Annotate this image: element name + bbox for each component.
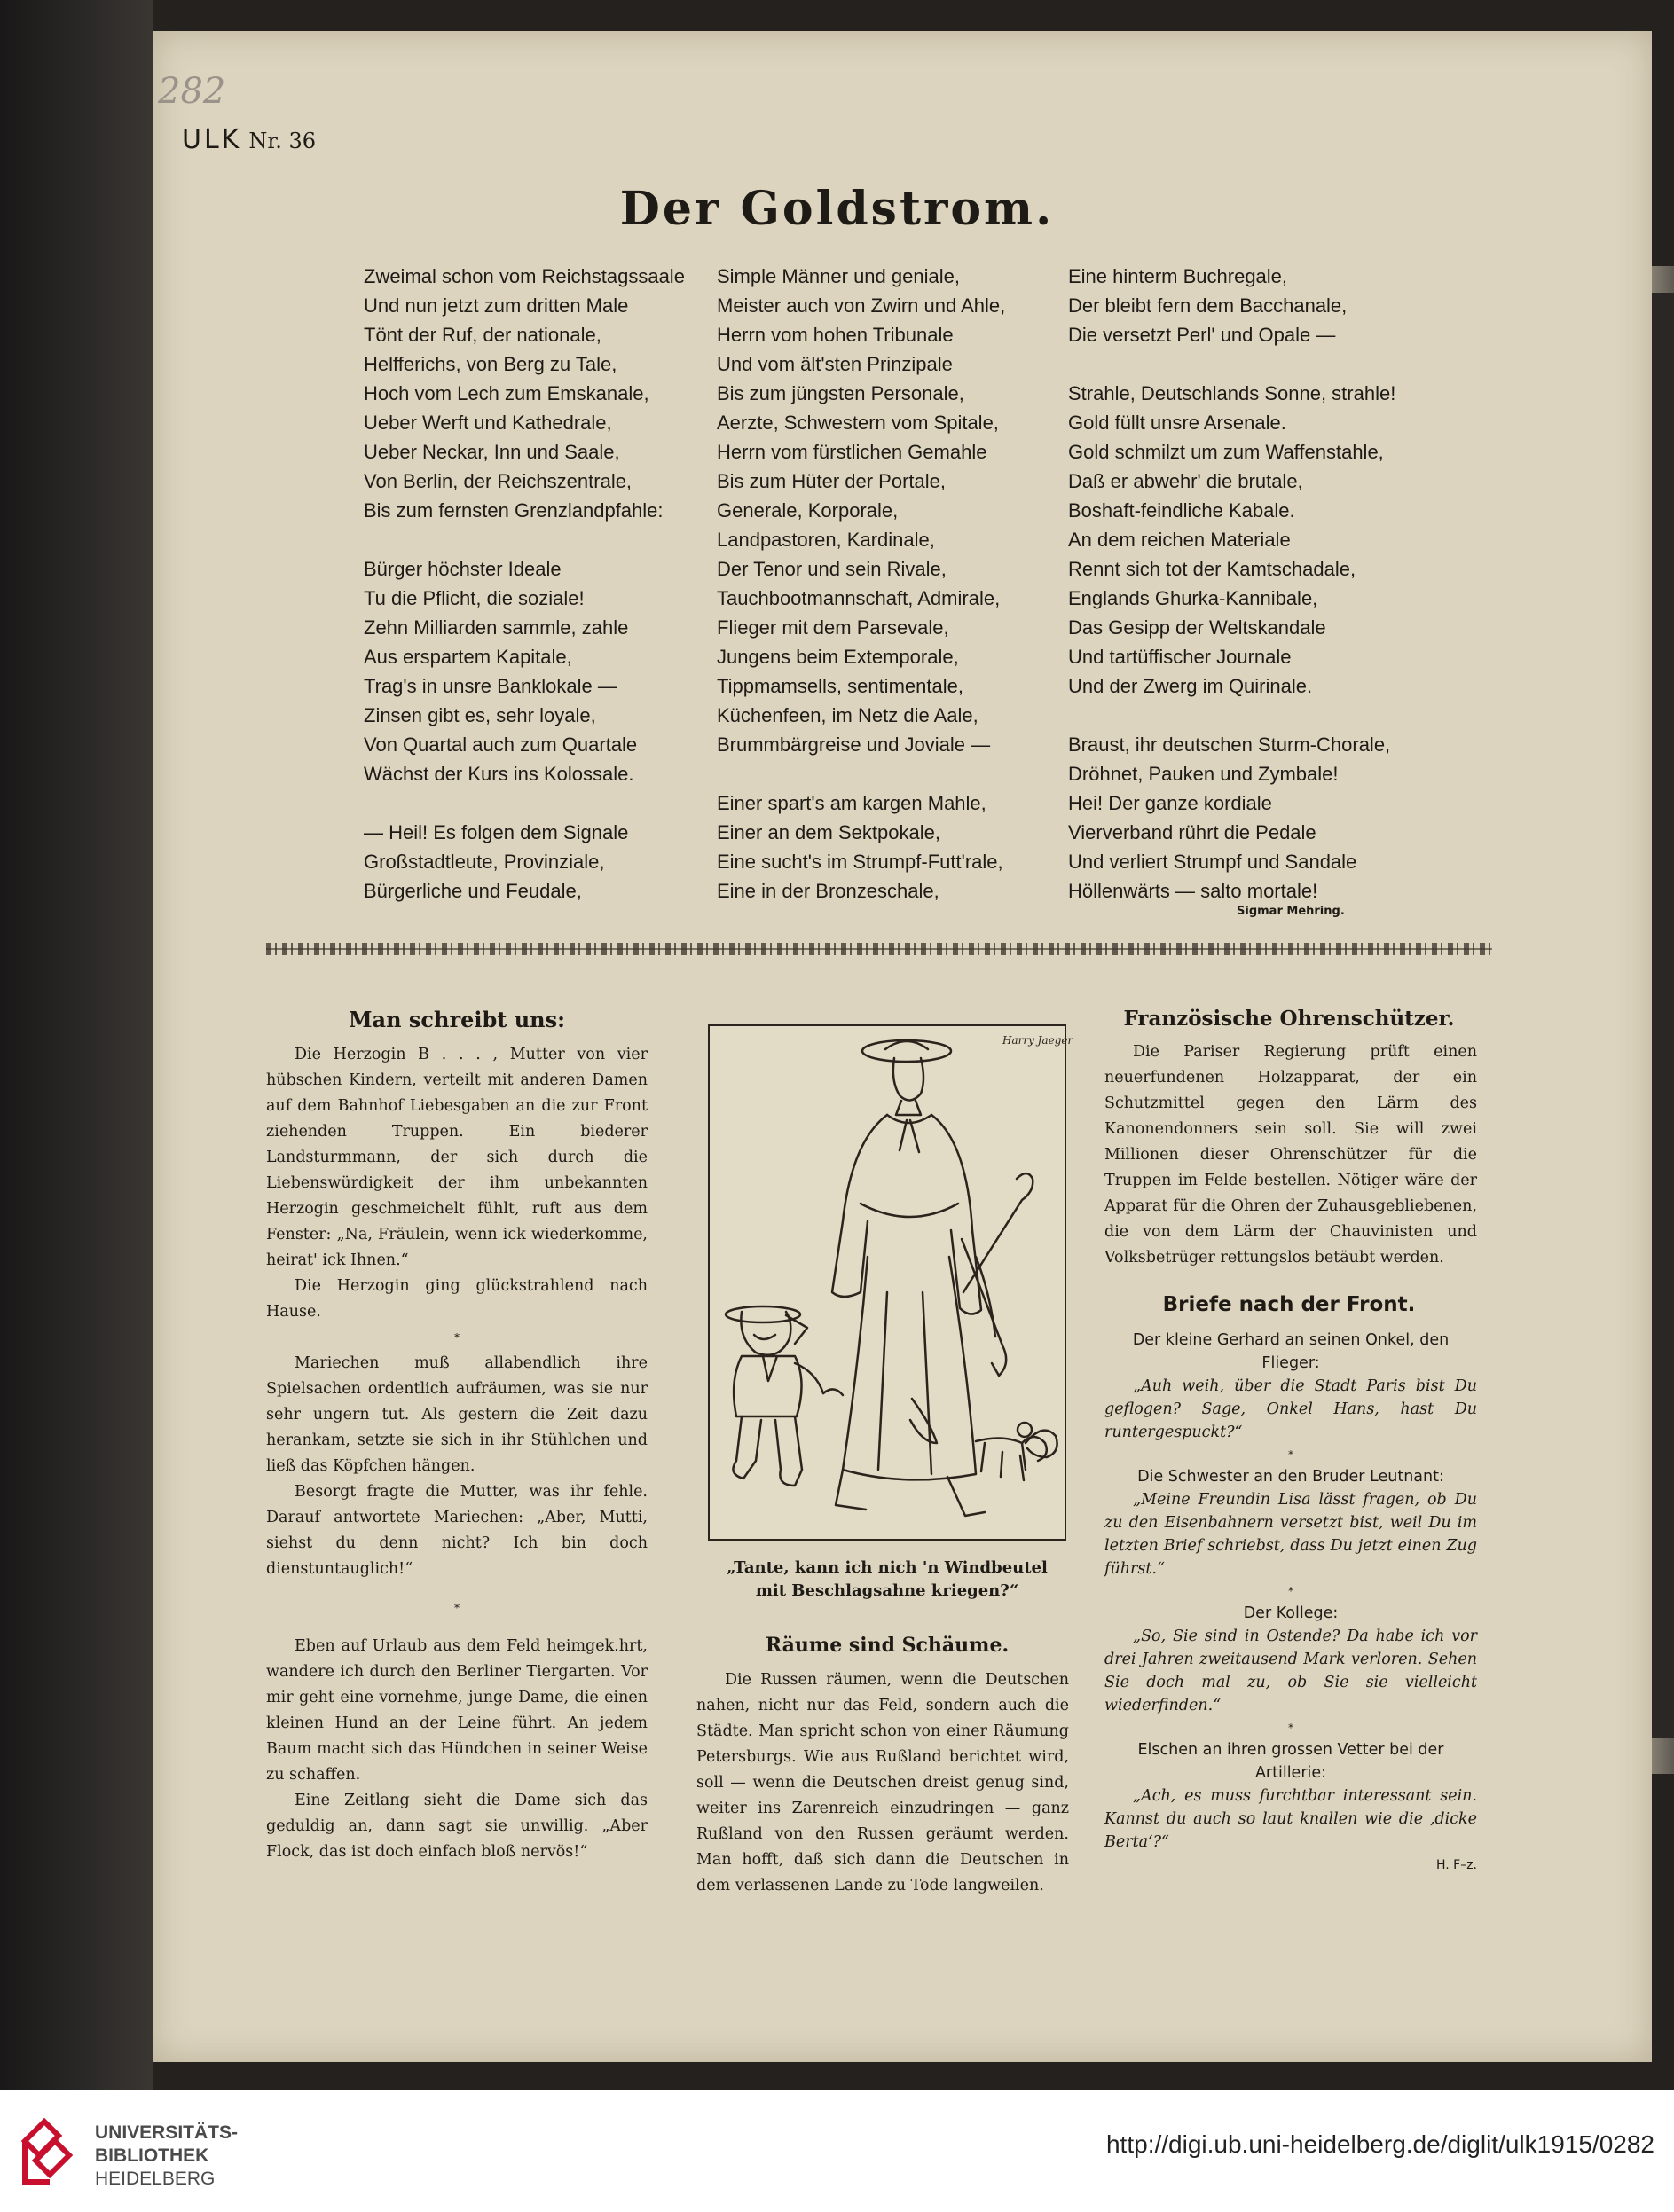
poem-line: Einer spart's am kargen Mahle, (717, 792, 986, 814)
poem-line: Herrn vom hohen Tribunale (717, 324, 954, 346)
poem-line: Vierverband rührt die Pedale (1068, 821, 1316, 843)
poem-line: Großstadtleute, Provinziale, (364, 851, 605, 873)
poem-line: Helfferichs, von Berg zu Tale, (364, 353, 617, 375)
poem-line: Brummbärgreise und Joviale — (717, 733, 991, 756)
poem-line (717, 759, 1005, 788)
poem-line: Eine sucht's im Strumpf-Futt'rale, (717, 851, 1003, 873)
permalink-url[interactable]: http://digi.ub.uni-heidelberg.de/diglit/ulk1915/0282 (1105, 2130, 1654, 2158)
left-paragraph: Eben auf Urlaub aus dem Feld heimgek.hrt, wandere ich durch den Berliner Tiergarten. Vor mir geht eine vornehme, junge Dame, die einen kleinen Hund an der Leine führt. An jedem Baum macht sich das Hündchen in seiner Weise zu schaffen. (266, 1637, 648, 1784)
poem-line: Tönt der Ruf, der nationale, (364, 324, 601, 346)
poem-line: Aus erspartem Kapitale, (364, 646, 572, 668)
poem-line: Meister auch von Zwirn und Ahle, (717, 294, 1006, 317)
poem-line: Der Tenor und sein Rivale, (717, 558, 947, 580)
left-article-body (266, 1042, 648, 1865)
right-article-heading: Französische Ohrenschützer. (1123, 1007, 1455, 1031)
poem-line: Bis zum jüngsten Personale, (717, 382, 964, 404)
separator-asterisk: * (1288, 1448, 1293, 1461)
poem-line: Herrn vom fürstlichen Gemahle (717, 441, 987, 463)
poem-line: Und tartüffischer Journale (1068, 646, 1292, 668)
cartoon-drawing (710, 1026, 1073, 1539)
poem-line: Braust, ihr deutschen Sturm-Chorale, (1068, 733, 1391, 756)
left-paragraph: Mariechen muß allabendlich ihre Spielsachen ordentlich aufräumen, was sie nur sehr ungern tut. Als gestern die Zeit dazu herankam, setzte sie sich in ihr Stühlchen und ließ das Köpfchen hängen. (266, 1354, 648, 1475)
poem-line: Küchenfeen, im Netz die Aale, (717, 704, 978, 726)
separator-asterisk: * (454, 1331, 460, 1344)
poem-line: Zinsen gibt es, sehr loyale, (364, 704, 596, 726)
separator-asterisk: * (1288, 1722, 1293, 1734)
poem-column-3 (1068, 262, 1395, 906)
poem-line: Strahle, Deutschlands Sonne, strahle! (1068, 382, 1396, 404)
poem-line: Daß er abwehr' die brutale, (1068, 470, 1303, 492)
poem-column-1 (364, 262, 685, 906)
caption-line: „Tante, kann ich nich 'n Windbeutel (727, 1558, 1048, 1577)
right-paragraph: Die Pariser Regierung prüft einen neuerfundenen Holzapparat, der ein Schutzmittel gegen den Lärm des Kanonendonners sein soll. Sie will zwei Millionen dieser Ohrenschützer für die Truppen im Felde bestellen. Nötiger wäre der Apparat für die Ohren der Zuhausgebliebenen, die von dem Lärm der Chauvinisten und Volksbetrüger rettungslos betäubt werden. (1104, 1043, 1477, 1267)
poem-line: Ueber Neckar, Inn und Saale, (364, 441, 620, 463)
letter-intro: Der Kollege: (1243, 1604, 1339, 1622)
poem-line: Wächst der Kurs ins Kolossale. (364, 763, 634, 785)
letter-quote: „Auh weih, über die Stadt Paris bist Du geflogen? Sage, Onkel Hans, hast Du runtergespuckt?“ (1104, 1377, 1477, 1441)
poem-line: Rennt sich tot der Kamtschadale, (1068, 558, 1356, 580)
poem-line (1068, 701, 1395, 730)
left-paragraph: Besorgt fragte die Mutter, was ihr fehle. Darauf antwortete Mariechen: „Aber, Mutti, siehst du denn nicht? Ich bin doch dienstuntauglich!“ (266, 1483, 648, 1578)
left-paragraph: Die Herzogin B . . . , Mutter von vier hübschen Kindern, verteilt mit anderen Damen auf dem Bahnhof Liebesgaben an die zur Front ziehenden Truppen. Ein biederer Landsturmmann, der sich durch die Liebenswürdigkeit der ihm unbekannten Herzogin geschmeichelt fühlt, ruft aus dem Fenster: „Na, Fräulein, wenn ick wiederkomme, heirat' ick Ihnen.“ (266, 1046, 648, 1269)
cartoon-illustration (708, 1024, 1073, 1541)
poem-line: Bis zum fernsten Grenzlandpfahle: (364, 499, 664, 522)
poem-line: Hoch vom Lech zum Emskanale, (364, 382, 649, 404)
caption-line: mit Beschlagsahne kriegen?“ (755, 1581, 1019, 1600)
artist-signature: Harry Jaeger (1002, 1034, 1073, 1047)
middle-paragraph: Die Russen räumen, wenn die Deutschen nahen, nicht nur das Feld, sondern auch die Städte. Man spricht schon von einer Räumung Petersburgs. Wie aus Rußland berichtet wird, soll — wenn die Deutschen dreist genug sind, weiter ins Zarenreich einzudringen — ganz Rußland von den Russen geräumt werden. Man hofft, daß sich dann die Deutschen in dem verlassenen Lande zu Tode langweilen. (696, 1671, 1069, 1894)
poem-line: Jungens beim Extemporale, (717, 646, 959, 668)
poem-line: Generale, Korporale, (717, 499, 899, 522)
poem-line: Aerzte, Schwestern vom Spitale, (717, 412, 999, 434)
letters-heading: Briefe nach der Front. (1162, 1293, 1416, 1316)
poem-line: Dröhnet, Pauken und Zymbale! (1068, 763, 1339, 785)
poem-line (364, 788, 685, 818)
poem-line: Englands Ghurka-Kannibale, (1068, 587, 1318, 609)
poem-line: Trag's in unsre Banklokale — (364, 675, 617, 697)
poem-line: Die versetzt Perl' und Opale — (1068, 324, 1336, 346)
poem-line: Eine in der Bronzeschale, (717, 880, 939, 902)
letter-intro: Die Schwester an den Bruder Leutnant: (1137, 1468, 1444, 1486)
letter-intro: Elschen an ihren grossen Vetter bei der Artillerie: (1137, 1741, 1444, 1782)
poem-line: Tu die Pflicht, die soziale! (364, 587, 585, 609)
poem-line: Gold füllt unsre Arsenale. (1068, 412, 1286, 434)
left-paragraph: Eine Zeitlang sieht die Dame sich das geduldig an, dann sagt sie unwillig. „Aber Flock, das ist doch einfach bloß nervös!“ (266, 1792, 648, 1861)
letter-intro: Der kleine Gerhard an seinen Onkel, den Flieger: (1132, 1331, 1450, 1372)
logo-line: UNIVERSITÄTS- (95, 2122, 239, 2143)
poem-line: — Heil! Es folgen dem Signale (364, 821, 629, 843)
letters-body (1104, 1329, 1477, 1877)
poem-line: Und nun jetzt zum dritten Male (364, 294, 629, 317)
cartoon-caption (692, 1557, 1082, 1603)
poem-line: Bis zum Hüter der Portale, (717, 470, 946, 492)
divider-rule (266, 948, 1492, 950)
poem-line: Das Gesipp der Weltskandale (1068, 616, 1326, 639)
poem-line: Bürgerliche und Feudale, (364, 880, 582, 902)
logo-line: HEIDELBERG (95, 2169, 216, 2189)
letters-signature: H. F–z. (1435, 1858, 1477, 1872)
left-article-heading: Man schreibt uns: (348, 1007, 566, 1032)
poem-line: Der bleibt fern dem Bacchanale, (1068, 294, 1348, 317)
separator-asterisk: * (454, 1602, 460, 1614)
letter-quote: „Ach, es muss furchtbar interessant sein. Kannst du auch so laut knallen wie die ‚dicke Berta‘?“ (1104, 1787, 1477, 1851)
poem-line: Ueber Werft und Kathedrale, (364, 412, 612, 434)
poem-line: Zweimal schon vom Reichstagssaale (364, 265, 685, 287)
poem-column-2 (717, 262, 1005, 906)
poem-line: Eine hinterm Buchregale, (1068, 265, 1288, 287)
poem-line: Hei! Der ganze kordiale (1068, 792, 1272, 814)
middle-article-heading: Räume sind Schäume. (765, 1634, 1010, 1657)
poem-line: Tauchbootmannschaft, Admirale, (717, 587, 1001, 609)
masthead (182, 124, 316, 155)
library-logo-icon[interactable] (18, 2106, 76, 2194)
poem-line: Zehn Milliarden sammle, zahle (364, 616, 629, 639)
poem-line: Einer an dem Sektpokale, (717, 821, 940, 843)
book-binding (0, 0, 153, 2090)
poem-line: Und der Zwerg im Quirinale. (1068, 675, 1313, 697)
poem-line: Gold schmilzt um zum Waffenstahle, (1068, 441, 1384, 463)
poem-line: Von Quartal auch zum Quartale (364, 733, 638, 756)
issue-number: Nr. 36 (248, 129, 316, 153)
poem-line: Boshaft-feindliche Kabale. (1068, 499, 1295, 522)
poem-title: Der Goldstrom. (619, 182, 1055, 236)
separator-asterisk: * (1288, 1585, 1293, 1597)
poem-line: Tippmamsells, sentimentale, (717, 675, 963, 697)
letter-quote: „Meine Freundin Lisa lässt fragen, ob Du zu den Eisenbahnern versetzt bist, weil Du im letzten Brief schriebst, dass Du jetzt einen Zug führst.“ (1104, 1491, 1477, 1578)
library-logo-text[interactable] (95, 2122, 238, 2191)
poem-line: Und vom ält'sten Prinzipale (717, 353, 953, 375)
pencil-page-number: 282 (158, 71, 226, 112)
right-article-body (1104, 1039, 1477, 1271)
poem-line: Flieger mit dem Parsevale, (717, 616, 949, 639)
middle-article-body (696, 1667, 1069, 1899)
poem-line: Und verliert Strumpf und Sandale (1068, 851, 1357, 873)
poem-line (364, 525, 685, 554)
poem-line: An dem reichen Materiale (1068, 529, 1291, 551)
poem-signature: Sigmar Mehring. (1237, 905, 1345, 918)
poem-line: Simple Männer und geniale, (717, 265, 960, 287)
poem-line: Höllenwärts — salto mortale! (1068, 880, 1318, 902)
masthead-title: ULK (182, 124, 242, 155)
logo-line: BIBLIOTHEK (95, 2145, 209, 2166)
poem-line (1068, 349, 1395, 379)
poem-line: Bürger höchster Ideale (364, 558, 562, 580)
poem-line: Landpastoren, Kardinale, (717, 529, 935, 551)
poem-line: Von Berlin, der Reichszentrale, (364, 470, 633, 492)
left-paragraph: Die Herzogin ging glückstrahlend nach Hause. (266, 1277, 648, 1321)
letter-quote: „So, Sie sind in Ostende? Da habe ich vor drei Jahren zweitausend Mark verloren. Sehen Sie doch mal zu, ob Sie sie vielleicht wiederfinden.“ (1104, 1628, 1477, 1714)
